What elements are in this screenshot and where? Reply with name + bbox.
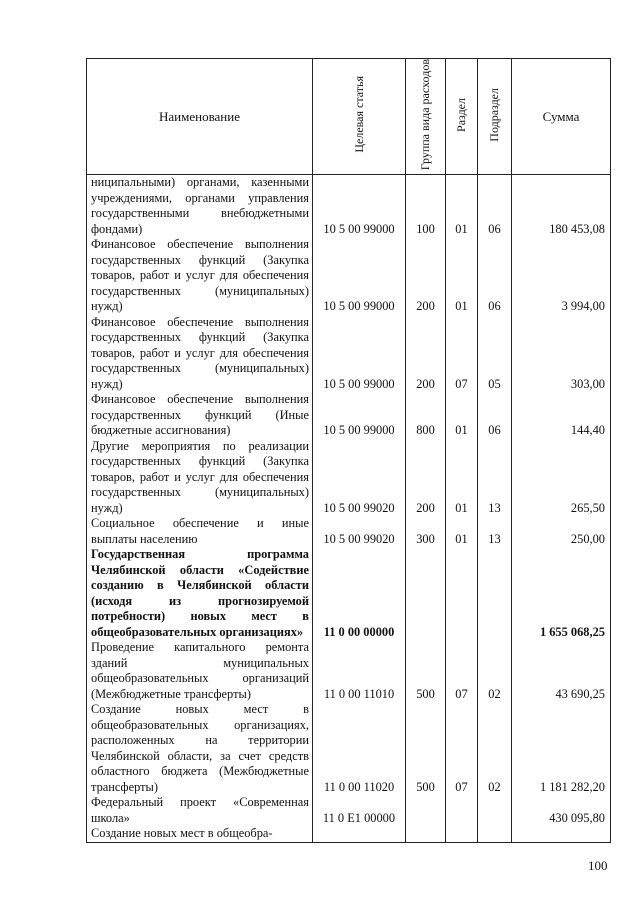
row-subsection [478,547,512,640]
row-group: 200 [406,237,446,315]
header-group-label: Группа вида расходов [418,59,432,171]
table-body [87,175,611,843]
row-target: 10 5 00 99020 [313,516,406,547]
row-section: 07 [446,315,478,393]
row-group [406,795,446,826]
table-row [87,640,611,702]
row-sum: 303,00 [512,315,611,393]
header-sum: Сумма [512,59,611,175]
row-target [313,826,406,842]
row-sum: 144,40 [512,392,611,439]
table-header [87,59,611,175]
row-sum: 1 181 282,20 [512,702,611,795]
row-section: 01 [446,237,478,315]
table-row [87,175,611,238]
row-name: Государственная программа Челябинской области «Содействие созданию в Челябинской области (исходя из прогнозируемой потребности) новых мест в общеобразовательных организациях» [87,547,313,640]
row-group: 500 [406,702,446,795]
row-name: Другие мероприятия по реализации государственных функций (Закупка товаров, работ и услуг для обеспечения государственных (муниципальных) нужд) [87,439,313,517]
header-target [313,59,406,175]
row-name: Финансовое обеспечение выполнения государственных функций (Иные бюджетные ассигнования) [87,392,313,439]
row-group: 800 [406,392,446,439]
row-target: 10 5 00 99000 [313,237,406,315]
row-section: 01 [446,439,478,517]
row-group [406,826,446,842]
row-section: 01 [446,175,478,238]
row-group: 300 [406,516,446,547]
row-sum: 180 453,08 [512,175,611,238]
row-name: Проведение капитального ремонта зданий муниципальных общеобразовательных организаций (Межбюджетные трансферты) [87,640,313,702]
row-target: 11 0 00 11020 [313,702,406,795]
header-target-label: Целевая статья [351,76,366,153]
row-sum: 1 655 068,25 [512,547,611,640]
header-group [406,59,446,175]
table-row [87,826,611,842]
row-sum [512,826,611,842]
row-name: Федеральный проект «Современная школа» [87,795,313,826]
row-subsection: 06 [478,392,512,439]
row-target: 10 5 00 99020 [313,439,406,517]
row-section: 01 [446,392,478,439]
row-target: 11 0 00 00000 [313,547,406,640]
row-section [446,547,478,640]
row-section: 07 [446,702,478,795]
row-section [446,826,478,842]
row-target: 11 0 E1 00000 [313,795,406,826]
table-row [87,702,611,795]
row-section: 01 [446,516,478,547]
row-subsection: 05 [478,315,512,393]
row-group: 200 [406,315,446,393]
row-sum: 250,00 [512,516,611,547]
row-sum: 265,50 [512,439,611,517]
row-subsection: 06 [478,237,512,315]
row-section: 07 [446,640,478,702]
table-row [87,392,611,439]
row-sum: 430 095,80 [512,795,611,826]
row-group: 200 [406,439,446,517]
header-subsection-label: Подраздел [487,87,501,142]
row-name: ниципальными) органами, казенными учреждениями, органами управления государственными внебюджетными фондами) [87,175,313,238]
table-row [87,516,611,547]
row-group: 500 [406,640,446,702]
table-row [87,439,611,517]
row-target: 10 5 00 99000 [313,175,406,238]
row-name: Создание новых мест в общеобразовательных организациях, расположенных на территории Челябинской области, за счет средств областного бюджета (Межбюджетные трансферты) [87,702,313,795]
row-subsection [478,795,512,826]
row-group [406,547,446,640]
row-name: Финансовое обеспечение выполнения государственных функций (Закупка товаров, работ и услуг для обеспечения государственных (муниципальных) нужд) [87,237,313,315]
row-subsection: 06 [478,175,512,238]
row-subsection: 02 [478,640,512,702]
header-name: Наименование [87,59,313,175]
row-group: 100 [406,175,446,238]
row-target: 11 0 00 11010 [313,640,406,702]
row-subsection [478,826,512,842]
table-row [87,315,611,393]
row-name: Финансовое обеспечение выполнения государственных функций (Закупка товаров, работ и услуг для обеспечения государственных (муниципальных) нужд) [87,315,313,393]
row-subsection: 13 [478,439,512,517]
row-sum: 43 690,25 [512,640,611,702]
row-sum: 3 994,00 [512,237,611,315]
header-section-label: Раздел [454,97,468,132]
table-row [87,547,611,640]
row-name: Социальное обеспечение и иные выплаты населению [87,516,313,547]
row-target: 10 5 00 99000 [313,315,406,393]
budget-table [86,58,611,843]
page-number: 100 [588,858,608,873]
header-subsection [478,59,512,175]
header-section [446,59,478,175]
table-row [87,237,611,315]
row-section [446,795,478,826]
row-subsection: 02 [478,702,512,795]
row-target: 10 5 00 99000 [313,392,406,439]
table-row [87,795,611,826]
row-name: Создание новых мест в общеобра- [87,826,313,842]
row-subsection: 13 [478,516,512,547]
